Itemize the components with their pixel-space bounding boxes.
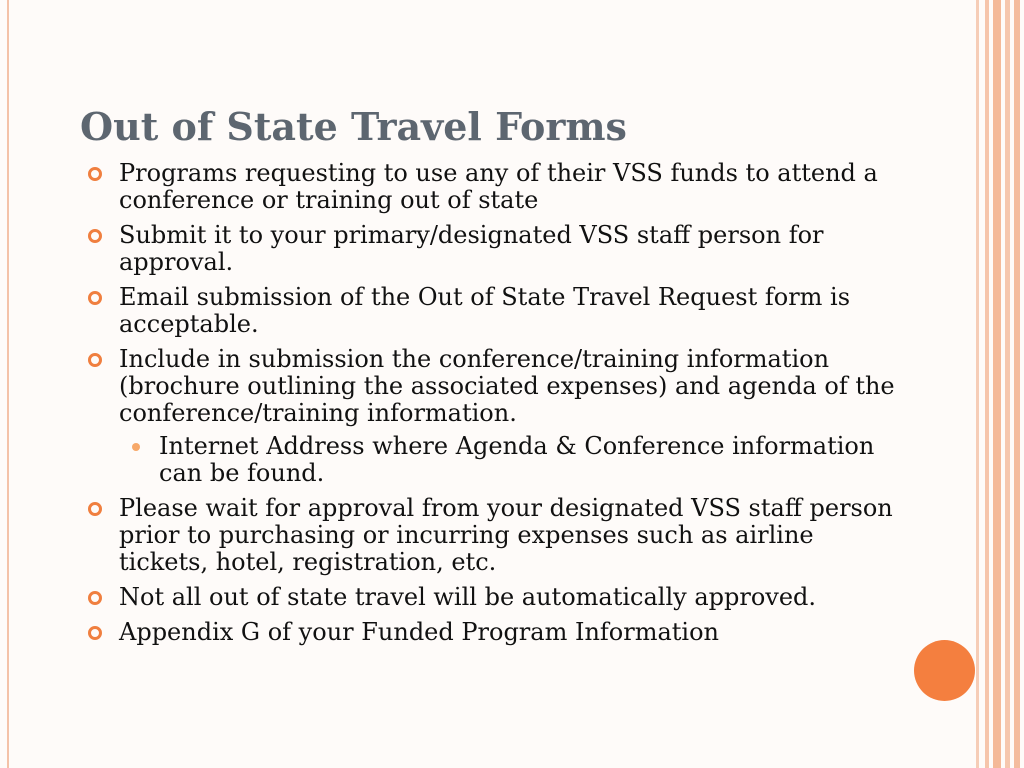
decorative-stripe [985, 0, 989, 768]
ring-bullet-icon [88, 353, 102, 367]
bullet-text: Appendix G of your Funded Program Information [119, 618, 720, 646]
decorative-stripe [1014, 0, 1020, 768]
decorative-circle [914, 640, 975, 701]
bullet-item [88, 222, 908, 276]
bullet-item [88, 495, 908, 576]
bullet-text: Programs requesting to use any of their VSS funds to attend a conference or training out of state [119, 159, 878, 214]
bullet-text: Email submission of the Out of State Travel Request form is acceptable. [119, 283, 851, 338]
decorative-stripe [1005, 0, 1010, 768]
bullet-item [88, 584, 908, 611]
bullet-item [88, 160, 908, 214]
ring-bullet-icon [88, 167, 102, 181]
bullet-list [88, 160, 908, 654]
ring-bullet-icon [88, 291, 102, 305]
ring-bullet-icon [88, 229, 102, 243]
sub-bullet-text: Internet Address where Agenda & Conference information can be found. [159, 432, 875, 487]
ring-bullet-icon [88, 626, 102, 640]
bullet-item [88, 284, 908, 338]
bullet-text: Please wait for approval from your designated VSS staff person prior to purchasing or incurring expenses such as airline tickets, hotel, registration, etc. [119, 494, 893, 576]
bullet-text: Not all out of state travel will be automatically approved. [119, 583, 817, 611]
slide-title: Out of State Travel Forms [80, 104, 627, 149]
left-border-line [7, 0, 9, 768]
sub-bullet-item [119, 433, 908, 487]
bullet-text: Include in submission the conference/training information (brochure outlining the associated expenses) and agenda of the conference/training information. [119, 345, 895, 427]
bullet-item [88, 346, 908, 487]
ring-bullet-icon [88, 591, 102, 605]
dot-bullet-icon [132, 443, 140, 451]
sub-bullet-list [119, 433, 908, 487]
decorative-stripe [976, 0, 979, 768]
bullet-text: Submit it to your primary/designated VSS staff person for approval. [119, 221, 824, 276]
decorative-stripe [993, 0, 1001, 768]
bullet-item [88, 619, 908, 646]
ring-bullet-icon [88, 502, 102, 516]
